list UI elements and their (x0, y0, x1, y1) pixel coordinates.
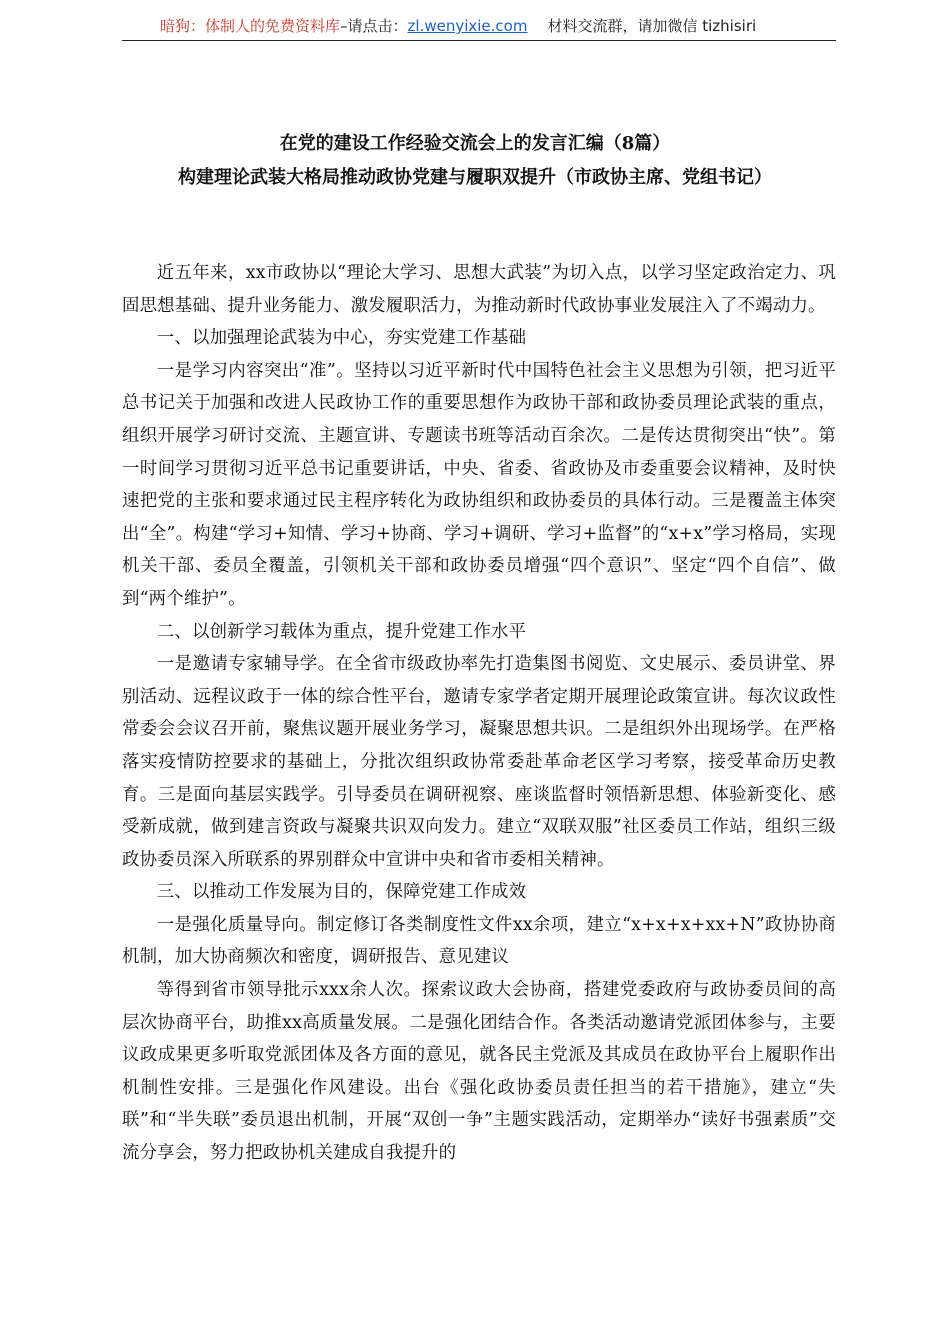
section-heading-3: 三、以推动工作发展为目的，保障党建工作成效 (156, 882, 527, 903)
section-heading-2: 二、以创新学习载体为重点，提升党建工作水平 (156, 621, 527, 642)
paragraph-section-3a: 一是强化质量导向。制定修订各类制度性文件xx余项，建立“x+x+x+xx+N”政协协商机制，加大协商频次和密度，调研报告、意见建议 (122, 914, 836, 968)
document-subtitle: 构建理论武装大格局推动政协党建与履职双提升（市政协主席、党组书记） (178, 167, 772, 188)
paragraph-intro: 近五年来，xx市政协以“理论大学习、思想大武装”为切入点，以学习坚定政治定力、巩固思想基础、提升业务能力、激发履职活力，为推动新时代政协事业发展注入了不竭动力。 (122, 263, 836, 316)
header-link[interactable]: zl.wenyixie.com (407, 17, 528, 35)
document-body (122, 257, 836, 1170)
section-heading-1: 一、以加强理论武装为中心，夯实党建工作基础 (156, 328, 527, 349)
header-wechat-note: 材料交流群，请加微信 tizhisiri (547, 17, 757, 35)
document-title: 在党的建设工作经验交流会上的发言汇编（8篇） (279, 133, 671, 154)
page-header (122, 14, 836, 41)
header-prompt: –请点击： (340, 17, 408, 35)
header-brand: 暗狗：体制人的免费资料库 (160, 17, 341, 35)
paragraph-section-1: 一是学习内容突出“准”。坚持以习近平新时代中国特色社会主义思想为引领，把习近平总书记关于加强和改进人民政协工作的重要思想作为政协干部和政协委员理论武装的重点，组织开展学习研讨交流、主题宣讲、专题读书班等活动百余次。二是传达贯彻突出“快”。第一时间学习贯彻习近平总书记重要讲话，中央、省委、省政协及市委重要会议精神，及时快速把党的主张和要求通过民主程序转化为政协组织和政协委员的具体行动。三是覆盖主体突出“全”。构建“学习+知情、学习+协商、学习+调研、学习+监督”的“x+x”学习格局，实现机关干部、委员全覆盖，引领机关干部和政协委员增强“四个意识”、坚定“四个自信”、做到“两个维护”。 (122, 360, 836, 609)
paragraph-section-2: 一是邀请专家辅导学。在全省市级政协率先打造集图书阅览、文史展示、委员讲堂、界别活动、远程议政于一体的综合性平台，邀请专家学者定期开展理论政策宣讲。每次议政性常委会会议召开前，聚焦议题开展业务学习，凝聚思想共识。二是组织外出现场学。在严格落实疫情防控要求的基础上，分批次组织政协常委赴革命老区学习考察，接受革命历史教育。三是面向基层实践学。引导委员在调研视察、座谈监督时领悟新思想、体验新变化、感受新成就，做到建言资政与凝聚共识双向发力。建立“双联双服”社区委员工作站，组织三级政协委员深入所联系的界别群众中宣讲中央和省市委相关精神。 (122, 654, 836, 870)
paragraph-section-3b: 等得到省市领导批示xxx余人次。探索议政大会协商，搭建党委政府与政协委员间的高层次协商平台，助推xx高质量发展。二是强化团结合作。各类活动邀请党派团体参与，主要议政成果更多听取党派团体及各方面的意见，就各民主党派及其成员在政协平台上履职作出机制性安排。三是强化作风建设。出台《强化政协委员责任担当的若干措施》，建立“失联”和“半失联”委员退出机制，开展“双创一争”主题实践活动，定期举办“读好书强素质”交流分享会，努力把政协机关建成自我提升的 (122, 980, 836, 1164)
